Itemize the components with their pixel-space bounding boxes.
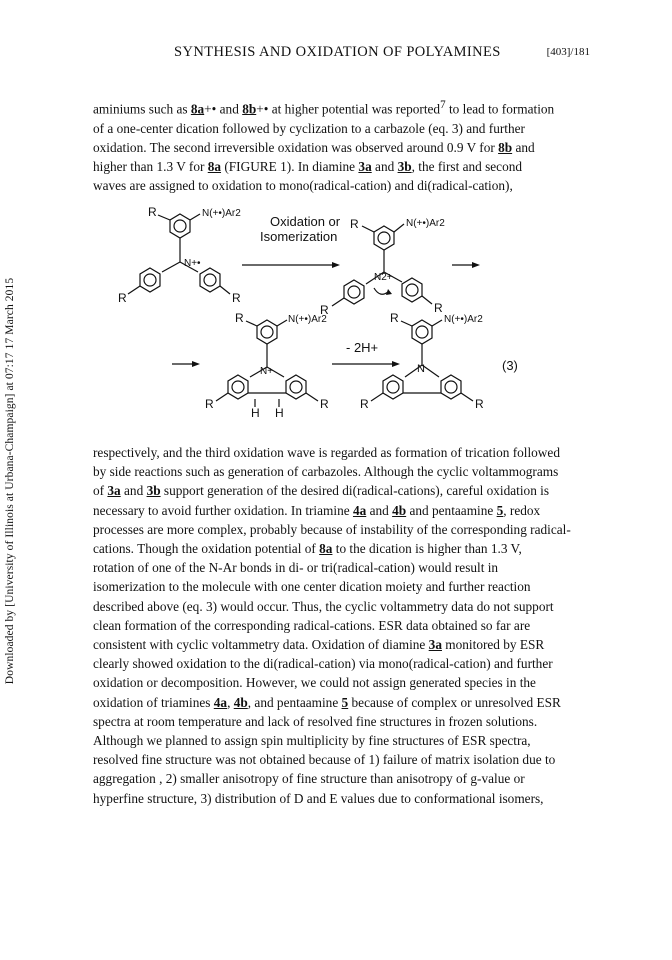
running-title: SYNTHESIS AND OXIDATION OF POLYAMINES: [174, 44, 501, 60]
arrow-label: Isomerization: [260, 229, 338, 244]
molecule-aminium-radical: [118, 205, 241, 305]
text-line: clean formation of the corresponding radical-cations. ESR data obtained so far are: [93, 617, 531, 633]
r-label: R: [434, 301, 443, 315]
compound-ref: 4b: [233, 694, 248, 710]
text-line: spectra at room temperature and lack of resolved fine structures in frozen solutions.: [93, 713, 538, 729]
n-label: N+•: [184, 258, 201, 269]
text-line: cations. Though the oxidation potential of 8a to the dication is higher than 1.3 V,: [93, 541, 522, 557]
running-header: [90, 44, 590, 64]
text-line: of 3a and 3b support generation of the desired di(radical-cations), careful oxidation is: [93, 483, 550, 499]
n-label: N+: [260, 366, 274, 377]
download-watermark-text: Downloaded by [University of Illinois at Urbana-Champaign] at 07:17 17 March 2015: [4, 277, 16, 685]
r-label: R: [118, 291, 127, 305]
r-label: R: [205, 397, 214, 411]
h-label: H: [275, 406, 284, 420]
text-line: oxidation. The second irreversible oxidation was observed around 0.9 V for 8b and: [93, 139, 535, 155]
equation-number: (3): [502, 358, 518, 373]
text-line: oxidation or decomposition. However, we could not assign generated species in the: [93, 675, 536, 691]
aminium-label: N(+•)Ar2: [406, 218, 445, 229]
paragraph-top: [93, 96, 585, 195]
arrow-label: Oxidation or: [270, 214, 341, 229]
aminium-label: N(+•)Ar2: [444, 314, 483, 325]
download-watermark: [2, 246, 18, 716]
n-label: N: [417, 363, 425, 375]
r-label: R: [320, 303, 329, 317]
text-line: isomerization to the molecule with one center dication moiety and further reaction: [93, 579, 531, 595]
r-label: R: [350, 217, 359, 231]
compound-ref: 5: [341, 694, 349, 710]
text-line: respectively, and the third oxidation wave is regarded as formation of trication followed: [93, 445, 560, 460]
r-label: R: [320, 397, 329, 411]
compound-ref: 8a: [207, 159, 222, 175]
text-line: by side reactions such as generation of carbazoles. Although the cyclic voltammograms: [93, 464, 559, 480]
r-label: R: [390, 311, 399, 325]
text-line: hyperfine structure, 3) distribution of D and E values due to conformational isomers,: [93, 790, 544, 806]
aminium-label: N(+•)Ar2: [202, 208, 241, 219]
r-label: R: [360, 397, 369, 411]
text-line: resolved fine structure was not obtained because of 1) failure of matrix isolation due to: [93, 752, 556, 768]
text-line: consistent with cyclic voltammetry data. Oxidation of diamine 3a monitored by ESR: [93, 637, 545, 653]
molecule-dihydrocarbazole: [205, 311, 329, 420]
r-label: R: [148, 205, 157, 219]
compound-ref: 3a: [107, 483, 121, 499]
compound-ref: 3a: [358, 159, 372, 175]
text-line: oxidation of triamines 4a, 4b, and pentaamine 5 because of complex or unresolved ESR: [93, 694, 561, 710]
reaction-scheme: [92, 202, 572, 432]
text-line: described above (eq. 3) would occur. Thus, the cyclic voltammetry data do not support: [93, 598, 554, 614]
h-label: H: [251, 406, 260, 420]
n-label: N2+: [374, 272, 393, 283]
compound-ref: 5: [496, 502, 504, 518]
r-label: R: [475, 397, 484, 411]
text-line: aminiums such as 8a+• and 8b+• at higher potential was reported$^7$ to lead to formation: [93, 99, 555, 117]
text-line: waves are assigned to oxidation to mono(radical-cation) and di(radical-cation),: [93, 178, 513, 194]
text-line: clearly showed oxidation to the di(radical-cation) via mono(radical-cation) and further: [93, 656, 553, 672]
compound-ref: 4a: [352, 502, 367, 518]
page-number: [403]/181: [546, 46, 590, 58]
text-line: processes are more complex, probably because of instability of the corresponding radical-: [93, 521, 571, 537]
r-label: R: [235, 311, 244, 325]
compound-ref: 8b: [242, 101, 257, 117]
text-line: necessary to avoid further oxidation. In triamine 4a and 4b and pentaamine 5, redox: [93, 502, 541, 518]
compound-ref: 8a: [190, 101, 205, 117]
arrow-isomerization: [242, 214, 341, 268]
compound-ref: 3b: [397, 159, 412, 175]
r-label: R: [232, 291, 241, 305]
compound-ref: 4b: [392, 502, 407, 518]
text-line: rotation of one of the N-Ar bonds in di- or tri(radical-cation) would result in: [93, 560, 499, 576]
aminium-label: N(+•)Ar2: [288, 314, 327, 325]
compound-ref: 8a: [319, 541, 333, 557]
arrow-label: - 2H+: [346, 340, 379, 355]
arrow-continuation: [172, 361, 200, 367]
compound-ref: 4a: [213, 694, 228, 710]
compound-ref: 3b: [146, 483, 161, 499]
paragraph-bottom: [93, 443, 585, 808]
citation: 7: [440, 99, 446, 111]
compound-ref: 8b: [498, 139, 513, 155]
text-line: aggregation , 2) smaller anisotropy of fine structure than anisotropy of g-value or: [93, 771, 525, 787]
arrow-deprotonation: [332, 340, 400, 367]
compound-ref: 3a: [428, 637, 442, 653]
molecule-carbazole: [360, 311, 484, 411]
text-line: higher than 1.3 V for 8a (FIGURE 1). In diamine 3a and 3b, the first and second: [93, 159, 523, 175]
text-line: of a one-center dication followed by cyclization to a carbazole (eq. 3) and further: [93, 120, 525, 136]
reaction-scheme-svg: [92, 202, 572, 432]
text-line: Although we planned to assign spin multiplicity by fine structures of ESR spectra,: [93, 733, 531, 749]
molecule-dication: [320, 217, 480, 317]
